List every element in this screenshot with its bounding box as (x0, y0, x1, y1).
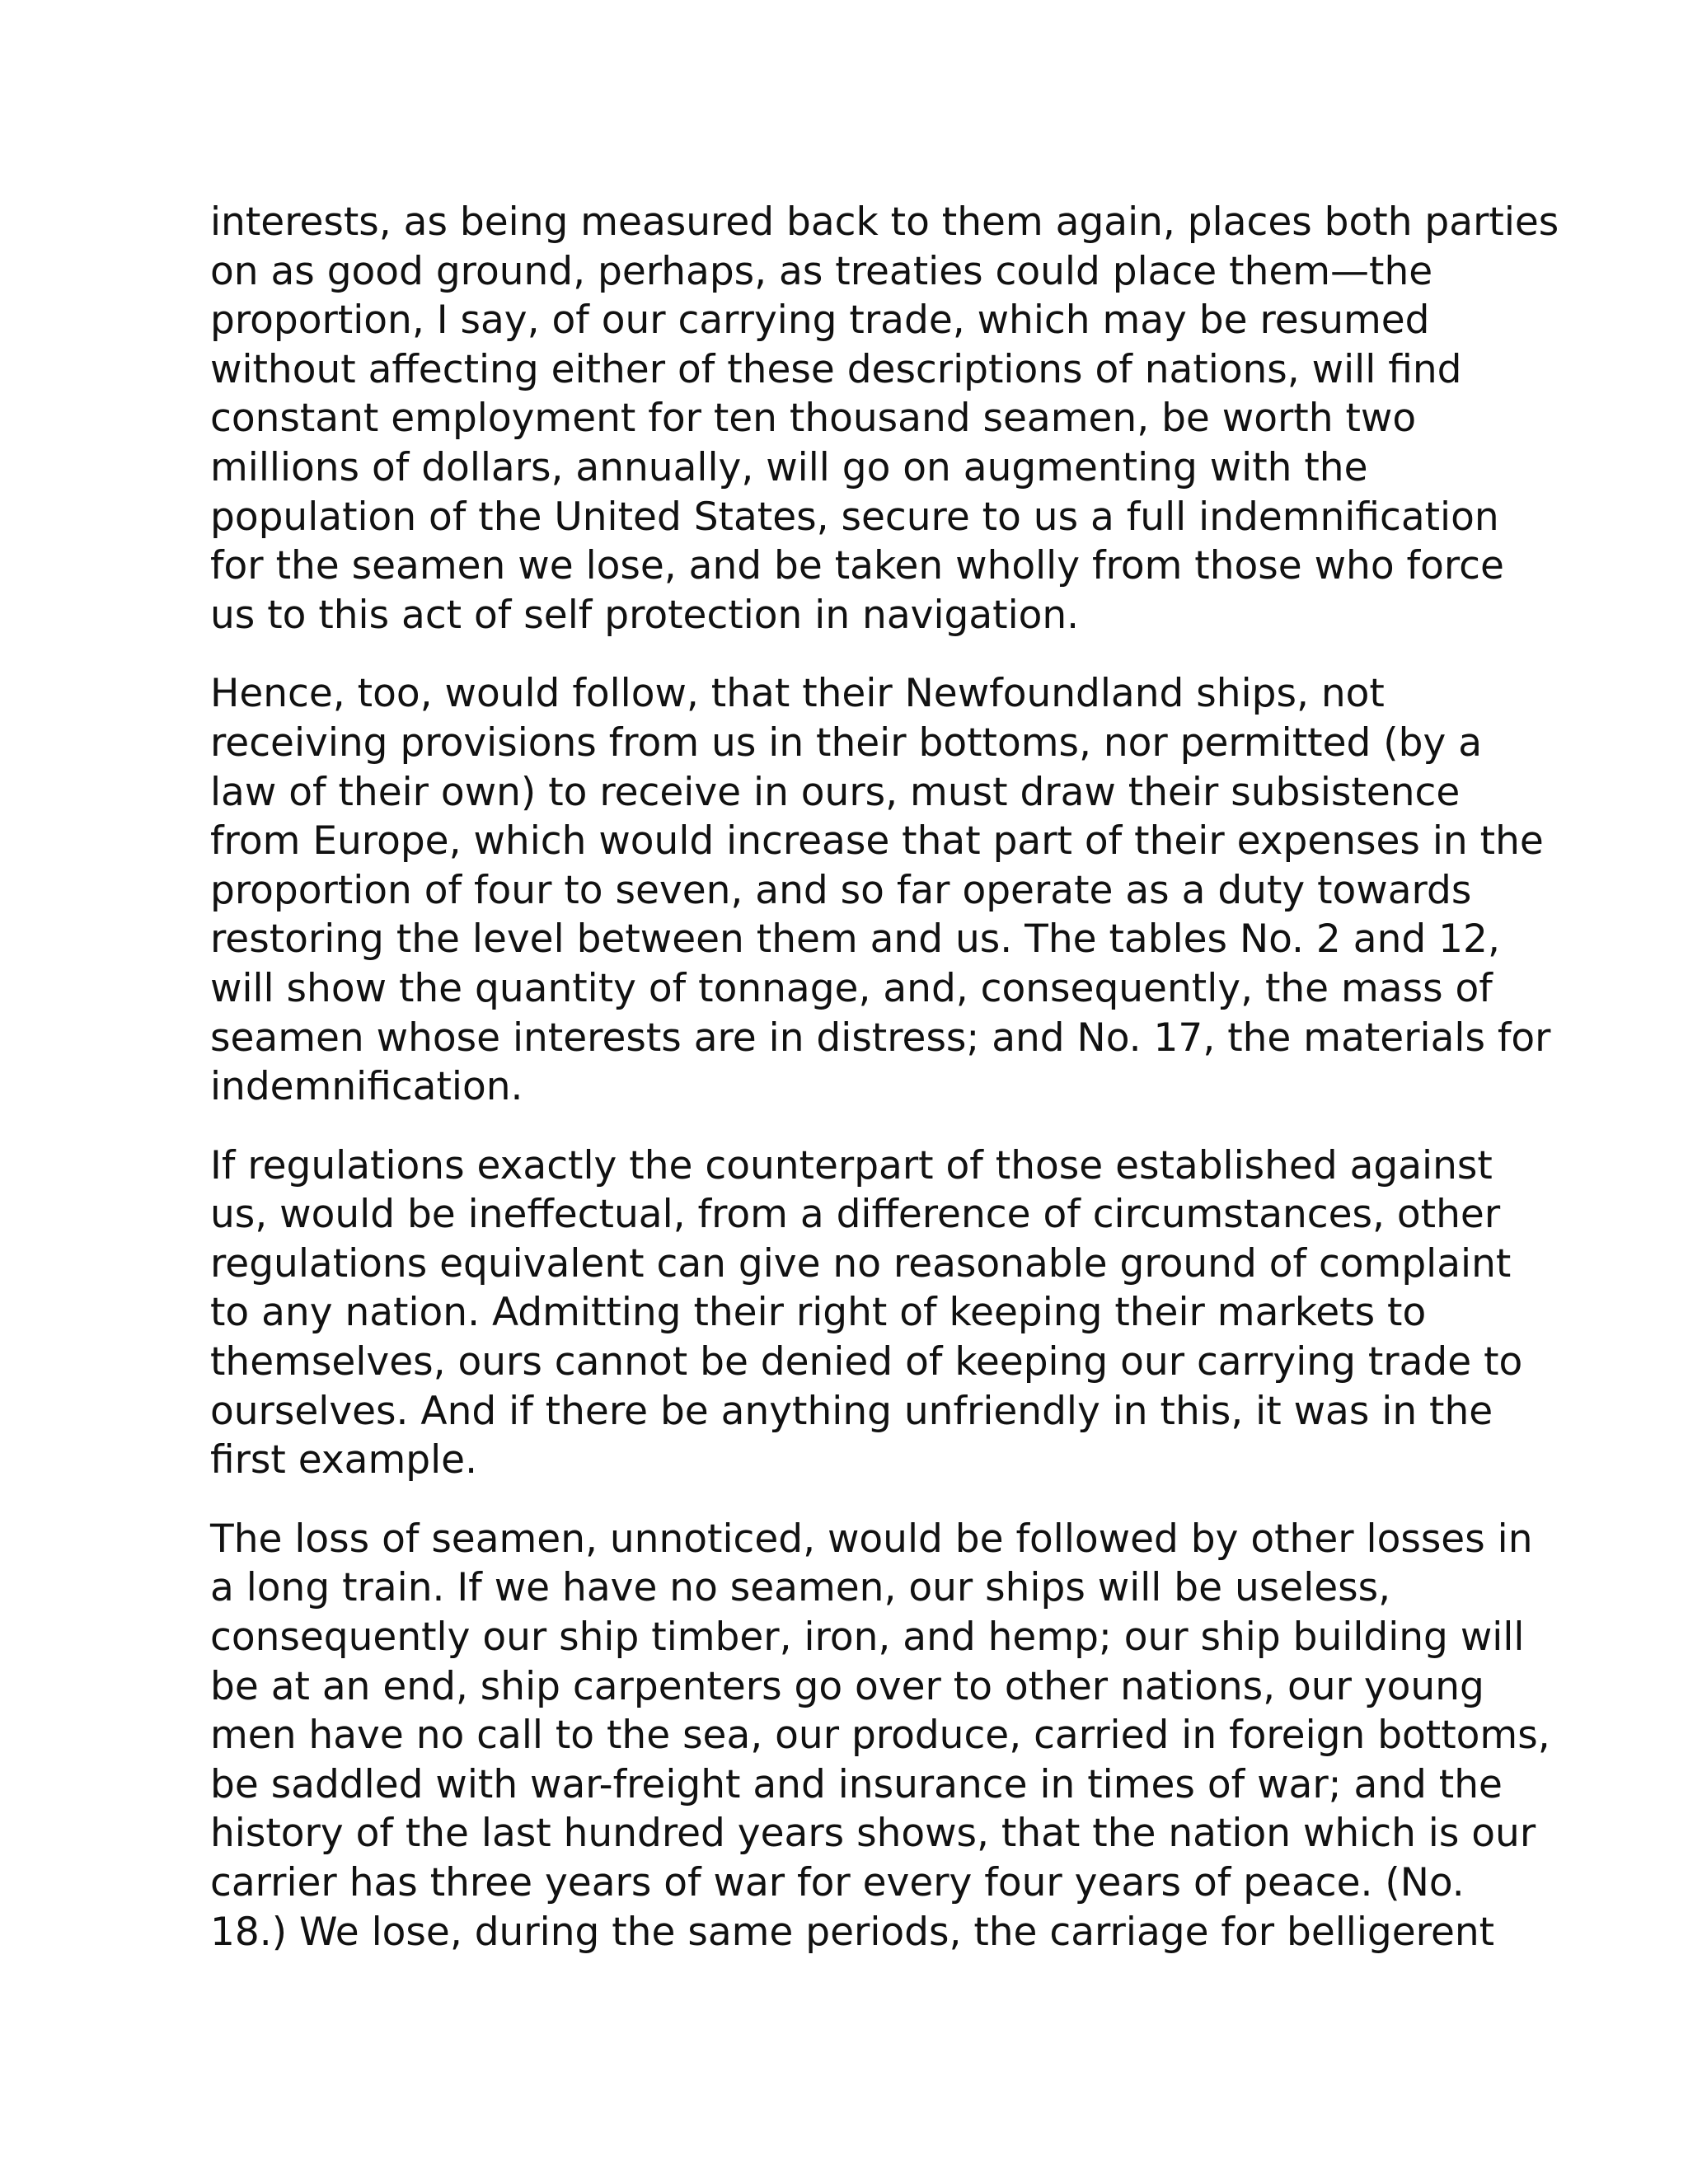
text-line: carrier has three years of war for every four years of peace. (No. (210, 1860, 1465, 1905)
text-line: receiving provisions from us in their bottoms, nor permitted (by a (210, 719, 1483, 766)
text-line: will show the quantity of tonnage, and, consequently, the mass of (210, 965, 1493, 1011)
text-line: be saddled with war-freight and insurance in times of war; and the (210, 1761, 1503, 1807)
text-line: Hence, too, would follow, that their Newfoundland ships, not (210, 671, 1385, 717)
text-line: indemnification. (210, 1064, 523, 1110)
text-line: men have no call to the sea, our produce, carried in foreign bottoms, (210, 1713, 1550, 1759)
text-line: first example. (210, 1437, 478, 1483)
text-line: restoring the level between them and us. The tables No. 2 and 12, (210, 916, 1500, 963)
text-line: from Europe, which would increase that part of their expenses in the (210, 818, 1544, 865)
text-line: population of the United States, secure to us a full indemnification (210, 494, 1499, 540)
text-line: millions of dollars, annually, will go on augmenting with the (210, 444, 1368, 490)
text-line: proportion of four to seven, and so far operate as a duty towards (210, 867, 1472, 913)
text-line: regulations equivalent can give no reasonable ground of complaint (210, 1240, 1512, 1286)
text-line: proportion, I say, of our carrying trade, which may be resumed (210, 298, 1430, 344)
paragraph-1 (210, 198, 1559, 640)
text-line: be at an end, ship carpenters go over to other nations, our young (210, 1663, 1484, 1709)
text-line: history of the last hundred years shows, that the nation which is our (210, 1811, 1536, 1857)
text-line: us, would be ineffectual, from a difference of circumstances, other (210, 1192, 1501, 1238)
paragraph-3 (210, 1141, 1523, 1485)
text-line: law of their own) to receive in ours, must draw their subsistence (210, 769, 1461, 815)
text-line: seamen whose interests are in distress; and No. 17, the materials for (210, 1015, 1551, 1061)
text-line: on as good ground, perhaps, as treaties could place them—the (210, 248, 1433, 294)
text-line: a long train. If we have no seamen, our ships will be useless, (210, 1565, 1391, 1611)
text-line: to any nation. Admitting their right of keeping their markets to (210, 1290, 1427, 1336)
paragraph-4 (210, 1515, 1550, 1957)
text-line: without affecting either of these descriptions of nations, will find (210, 346, 1462, 392)
text-line: consequently our ship timber, iron, and hemp; our ship building will (210, 1615, 1525, 1661)
text-line: 18.) We lose, during the same periods, the carriage for belligerent (210, 1909, 1495, 1955)
text-line: ourselves. And if there be anything unfriendly in this, it was in the (210, 1388, 1493, 1434)
text-line: If regulations exactly the counterpart of those established against (210, 1142, 1493, 1188)
text-line: for the seamen we lose, and be taken wholly from those who force (210, 543, 1504, 589)
text-line: themselves, ours cannot be denied of keeping our carrying trade to (210, 1339, 1523, 1385)
document-page (210, 198, 1559, 1986)
paragraph-2 (210, 669, 1551, 1111)
text-line: us to this act of self protection in navigation. (210, 592, 1080, 638)
text-line: constant employment for ten thousand seamen, be worth two (210, 396, 1417, 442)
text-line: The loss of seamen, unnoticed, would be followed by other losses in (210, 1516, 1533, 1562)
text-line: interests, as being measured back to them again, places both parties (210, 199, 1559, 245)
